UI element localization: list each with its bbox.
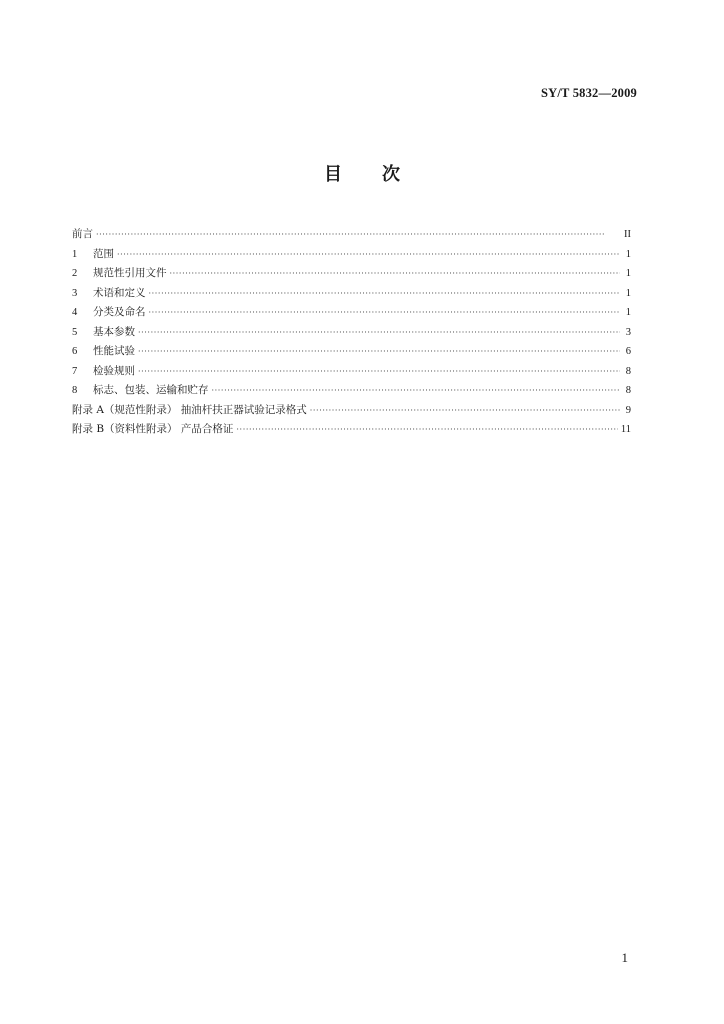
toc-entry-page: II xyxy=(624,229,631,240)
toc-entry-page: 1 xyxy=(625,307,631,318)
toc-entry-8[interactable] xyxy=(72,381,631,401)
toc-leader-dots xyxy=(170,264,621,284)
toc-entry-1[interactable] xyxy=(72,245,631,265)
toc-entry-6[interactable] xyxy=(72,342,631,362)
standard-code: SY/T 5832—2009 xyxy=(541,86,637,100)
toc-entry-number: 7 xyxy=(72,365,78,377)
toc-leader-dots xyxy=(117,245,620,265)
toc-leader-dots xyxy=(212,381,621,401)
toc-entry-text: 标志、包装、运输和贮存 xyxy=(93,384,209,396)
toc-entry-page: 1 xyxy=(625,268,631,279)
toc-entry-page: 6 xyxy=(625,346,631,357)
toc-entry-text: 性能试验 xyxy=(93,345,135,357)
toc-entry-number: 6 xyxy=(72,346,78,357)
toc-leader-dots xyxy=(149,303,621,323)
toc-leader-dots xyxy=(138,323,620,343)
page-number: 1 xyxy=(621,950,628,965)
toc-entry-foreword[interactable] xyxy=(72,225,631,245)
toc-entry-7[interactable] xyxy=(72,362,631,382)
toc-entry-text: 规范性引用文件 xyxy=(93,267,167,279)
toc-entry-text: 附录 A（规范性附录） 抽油杆扶正器试验记录格式 xyxy=(72,403,307,416)
toc-entry-page: 11 xyxy=(620,424,631,435)
toc-entry-number: 5 xyxy=(72,326,78,338)
toc-entry-number: 3 xyxy=(72,287,78,299)
toc-entry-2[interactable] xyxy=(72,264,631,284)
toc-leader-dots xyxy=(96,225,620,245)
toc-title: 目次 xyxy=(324,164,440,185)
table-of-contents xyxy=(72,225,631,440)
toc-leader-dots xyxy=(149,284,621,304)
toc-entry-text: 范围 xyxy=(93,247,114,260)
toc-entry-text: 前言 xyxy=(72,228,93,240)
toc-entry-text: 术语和定义 xyxy=(93,286,146,299)
toc-leader-dots xyxy=(236,420,617,440)
toc-entry-text: 分类及命名 xyxy=(93,306,146,318)
toc-entry-text: 检验规则 xyxy=(93,364,135,377)
toc-entry-4[interactable] xyxy=(72,303,631,323)
toc-entry-5[interactable] xyxy=(72,323,631,343)
toc-entry-text: 附录 B（资料性附录） 产品合格证 xyxy=(72,423,234,435)
toc-entry-3[interactable] xyxy=(72,284,631,304)
toc-entry-number: 8 xyxy=(72,385,78,396)
toc-entry-appendix-b[interactable] xyxy=(72,420,631,440)
toc-entry-text: 基本参数 xyxy=(93,325,135,338)
toc-entry-page: 3 xyxy=(625,326,631,338)
toc-entry-page: 9 xyxy=(625,404,631,416)
toc-entry-page: 1 xyxy=(625,287,631,299)
toc-entry-appendix-a[interactable] xyxy=(72,401,631,421)
toc-entry-number: 4 xyxy=(72,307,78,318)
toc-entry-page: 8 xyxy=(625,365,631,377)
toc-leader-dots xyxy=(138,342,620,362)
toc-leader-dots xyxy=(138,362,620,382)
toc-entry-number: 1 xyxy=(72,248,78,260)
toc-entry-page: 8 xyxy=(625,385,631,396)
toc-entry-page: 1 xyxy=(625,248,631,260)
toc-entry-number: 2 xyxy=(72,268,78,279)
toc-leader-dots xyxy=(310,401,620,421)
